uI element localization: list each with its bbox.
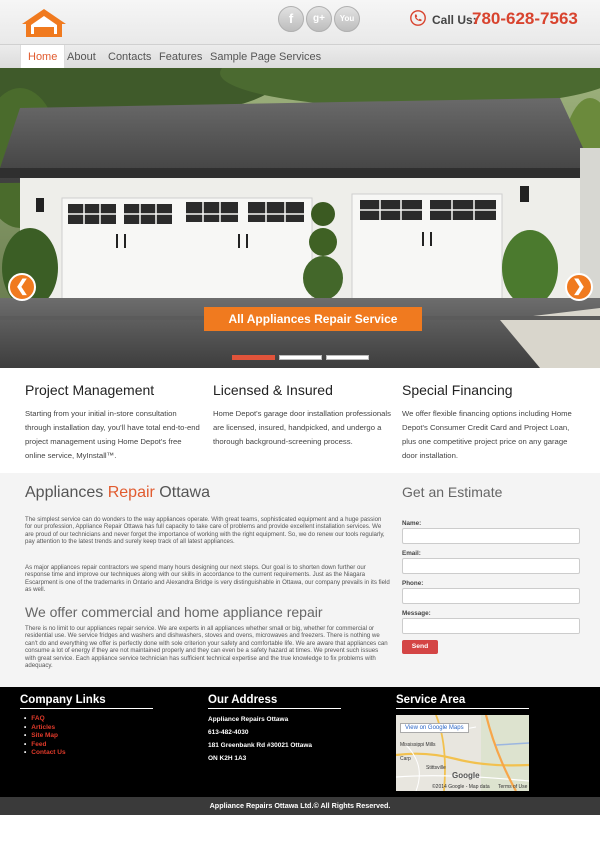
phone-icon <box>410 10 426 26</box>
phone-label: Phone: <box>402 580 424 587</box>
footer-link-contact-us[interactable]: • Contact Us <box>20 749 66 756</box>
our-address-title: Our Address <box>208 694 341 709</box>
slide-caption[interactable]: All Appliances Repair Service <box>204 307 422 331</box>
nav-item-services[interactable]: Services <box>279 51 322 63</box>
message-label: Message: <box>402 610 431 617</box>
estimate-form-title: Get an Estimate <box>402 484 503 500</box>
map-city-label: Carp <box>400 756 411 762</box>
intro-paragraph: The simplest service can do wonders to the way appliances operate. With great teams, sophisticated equipment and a huge passion for our profession, Appliance Repair Ottawa has full capacity to take care of problems and provide excellent installation services. We are proud of our technicians and never forget the importance of working with the right equipment. So, we do renew our tools regularly, pay attention to the latest trends and surely keep track of all latest appliances. <box>25 516 385 546</box>
footer-link-articles[interactable]: • Articles <box>20 724 55 731</box>
address-postal: ON K2H 1A3 <box>208 755 247 762</box>
section-subheading: We offer commercial and home appliance repair <box>25 604 323 620</box>
feature-licensed-insured <box>213 382 391 449</box>
google-plus-icon[interactable]: g+ <box>306 6 332 32</box>
feature-special-financing <box>402 382 580 463</box>
feature-title: Licensed & Insured <box>213 382 333 398</box>
view-on-google-maps-link[interactable]: View on Google Maps <box>400 723 469 733</box>
service-area-title: Service Area <box>396 694 529 709</box>
services-paragraph: There is no limit to our appliances repair service. We are experts in all appliances whether small or big, whether for commercial or residential use. We service fridges and washers and dishwashers, stoves and ovens, microwaves and freezers. There is nothing we can't do and everything we offer is perfectly done with sole criterion your safety and comfortable life. We are aware that appliances can consume a lot of energy if they are not maintained properly and they can even be a safety hazard at times. We prevent such issues with great service. Each appliance service technician has sufficient technical expertise and the true knowledge to fix problems with adequacy. <box>25 625 388 670</box>
nav-item-features[interactable]: Features <box>159 51 203 63</box>
footer-link-site-map[interactable]: • Site Map <box>20 732 58 739</box>
map-terms-link[interactable]: Terms of Use <box>498 784 528 790</box>
slider-next-arrow-icon[interactable]: ❯ <box>565 273 593 301</box>
nav-item-contacts[interactable]: Contacts <box>108 51 152 63</box>
slider-dot-3[interactable] <box>326 355 369 360</box>
map-copyright: ©2014 Google - Map data <box>432 784 490 790</box>
slider-prev-arrow-icon[interactable]: ❮ <box>8 273 36 301</box>
message-field[interactable] <box>402 618 580 634</box>
google-logo: Google <box>452 771 480 780</box>
slider-dot-1[interactable] <box>232 355 275 360</box>
slider-dot-2[interactable] <box>279 355 322 360</box>
name-field[interactable] <box>402 528 580 544</box>
nav-item-about[interactable]: About <box>67 51 96 63</box>
send-button[interactable]: Send <box>402 640 438 654</box>
email-field[interactable] <box>402 558 580 574</box>
address-company: Appliance Repairs Ottawa <box>208 716 289 723</box>
feature-project-management <box>25 382 203 463</box>
feature-text: Home Depot's garage door installation professionals are licensed, insured, handpicked, and undergo a thorough background-screening process. <box>213 409 391 446</box>
title-part: Appliances <box>25 484 108 501</box>
footer-link-faq[interactable]: • FAQ <box>20 715 45 722</box>
phone-field[interactable] <box>402 588 580 604</box>
feature-text: We offer flexible financing options including Home Depot's Consumer Credit Card and Project Loan, plus one competitive project price on any garage door installation. <box>402 409 572 460</box>
site-header <box>0 0 600 44</box>
company-links-title: Company Links <box>20 694 153 709</box>
contractors-paragraph: As major appliances repair contractors we spend many hours designing our next steps. Our goal is to shorten down further our response time and improve our techniques along with our skills in accordance to the current requirements. Just as the Niagara Escarpment is one of the trademarks in Ontario and Alexandra Bridge is very distinguishable in Ottawa, our company prevails in its field as well. <box>25 564 390 594</box>
feature-title: Special Financing <box>402 382 513 398</box>
facebook-icon[interactable]: f <box>278 6 304 32</box>
footer-link-feed[interactable]: • Feed <box>20 741 46 748</box>
nav-item-sample-page[interactable]: Sample Page <box>210 51 277 63</box>
main-nav <box>0 44 600 68</box>
title-part: Ottawa <box>154 484 210 501</box>
phone-number[interactable]: 780-628-7563 <box>472 9 578 28</box>
page-title <box>25 484 210 502</box>
house-logo-icon[interactable] <box>20 8 68 38</box>
youtube-icon[interactable]: You <box>334 6 360 32</box>
title-highlight: Repair <box>107 484 155 501</box>
name-label: Name: <box>402 520 422 527</box>
address-phone: 613-482-4030 <box>208 729 249 736</box>
map-city-label: Mississippi Mills <box>400 742 436 748</box>
call-us-label: Call Us: <box>432 13 477 27</box>
email-label: Email: <box>402 550 421 557</box>
copyright-bar: Appliance Repairs Ottawa Ltd.© All Rights Reserved. <box>0 797 600 815</box>
feature-title: Project Management <box>25 382 155 398</box>
nav-item-home[interactable]: Home <box>20 45 65 69</box>
address-street: 181 Greenbank Rd #30021 Ottawa <box>208 742 313 749</box>
feature-text: Starting from your initial in-store consultation through installation day, you'll have total end-to-end project management using Home Depot's free online service, MyInstall™. <box>25 409 200 460</box>
map-city-label: Stittsville <box>426 765 446 771</box>
